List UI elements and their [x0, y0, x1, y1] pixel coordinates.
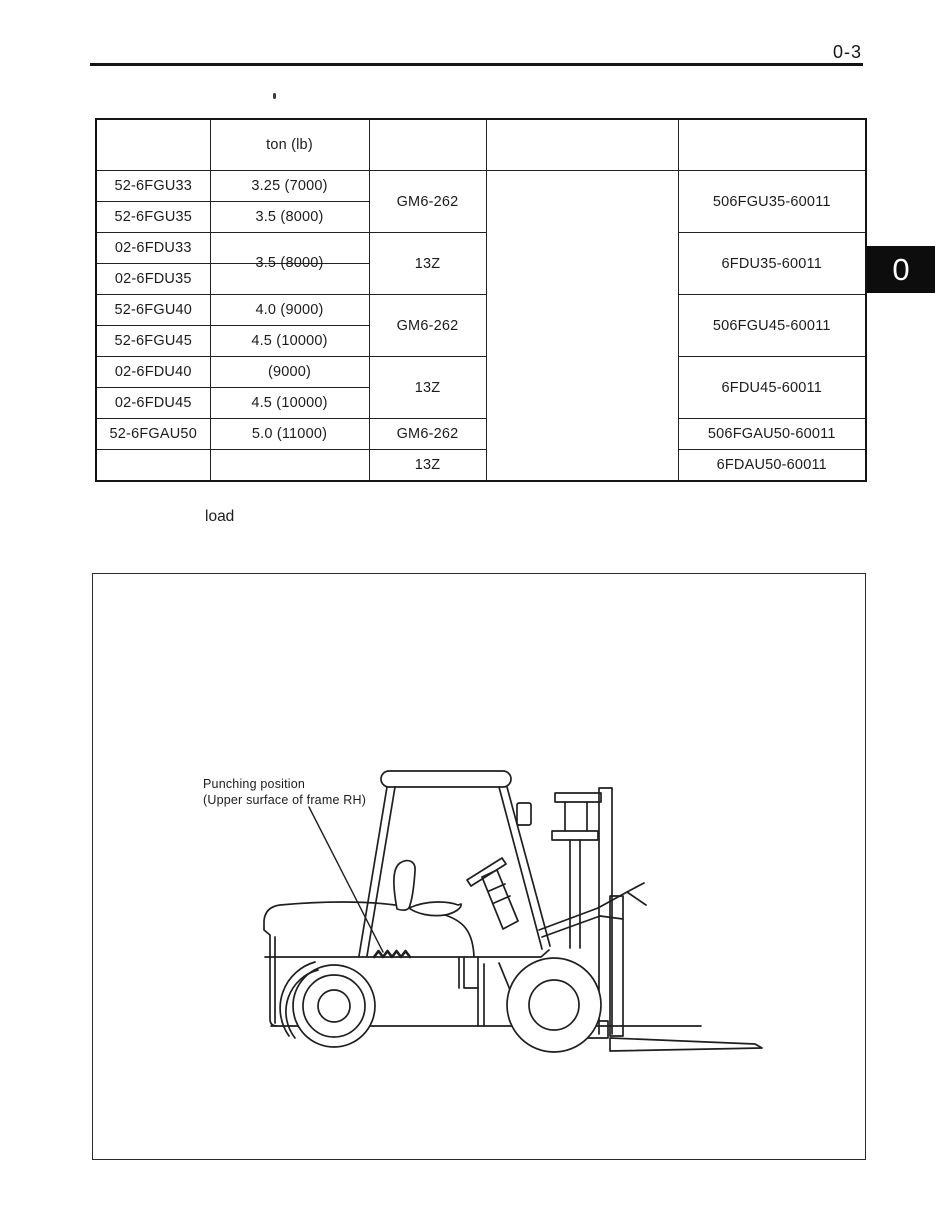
clipped-load-text: 3.5 (8000) — [255, 255, 324, 271]
frame-number-cell: 6FDU45-60011 — [678, 357, 866, 419]
punching-position-figure — [92, 573, 866, 1160]
load-cell: 3.25 (7000) — [210, 171, 369, 202]
annotation-line-2: (Upper surface of frame RH) — [203, 793, 367, 807]
table-row — [96, 295, 866, 326]
table-row — [96, 357, 866, 388]
section-tab — [867, 246, 935, 293]
engine-cell: 13Z — [369, 357, 486, 419]
steering-column — [482, 870, 518, 929]
model-cell: 02-6FDU45 — [96, 388, 210, 419]
model-cell: 52-6FGU45 — [96, 326, 210, 357]
model-cell — [96, 450, 210, 482]
seat-backrest — [394, 861, 415, 911]
header-engine-cell — [369, 119, 486, 171]
overhead-guard-rear-post — [359, 787, 395, 956]
page-number: 0-3 — [833, 42, 863, 62]
header-frame-cell — [678, 119, 866, 171]
frame-number-cell: 6FDAU50-60011 — [678, 450, 866, 482]
load-cell: 4.0 (9000) — [210, 295, 369, 326]
header-model-cell — [96, 119, 210, 171]
model-cell: 52-6FGU40 — [96, 295, 210, 326]
punching-position-annotation — [203, 776, 366, 808]
engine-cell: GM6-262 — [369, 171, 486, 233]
header-spacer-cell — [486, 119, 678, 171]
header-load-cell: ton (lb) — [210, 119, 369, 171]
rear-wheel-hub — [318, 990, 350, 1022]
model-cell: 02-6FDU35 — [96, 264, 210, 295]
punching-mark — [374, 951, 410, 957]
engine-cell: 13Z — [369, 450, 486, 482]
load-cell-clipped — [210, 255, 369, 295]
model-cell: 52-6FGAU50 — [96, 419, 210, 450]
annotation-line-1: Punching position — [203, 777, 306, 791]
overhead-guard-roof — [381, 771, 511, 787]
table-header-row — [96, 119, 866, 171]
model-cell: 02-6FDU40 — [96, 357, 210, 388]
model-cell: 52-6FGU35 — [96, 202, 210, 233]
steering-wheel — [467, 858, 506, 886]
lift-cylinder — [565, 802, 587, 948]
table-row — [96, 450, 866, 482]
linkage-bracket — [598, 883, 646, 919]
section-tab-label: 0 — [892, 251, 910, 287]
model-cell: 02-6FDU33 — [96, 233, 210, 264]
frame-number-cell: 506FGU45-60011 — [678, 295, 866, 357]
load-cell: 5.0 (11000) — [210, 419, 369, 450]
load-cell: 4.5 (10000) — [210, 326, 369, 357]
fork-blade — [610, 1038, 762, 1051]
spacer-cell — [486, 171, 678, 482]
load-cell: (9000) — [210, 357, 369, 388]
frame-number-cell: 6FDU35-60011 — [678, 233, 866, 295]
frame-number-cell: 506FGAU50-60011 — [678, 419, 866, 450]
cylinder-flange-top — [555, 793, 601, 802]
post-bracket — [517, 803, 531, 825]
load-caption: load — [205, 508, 235, 525]
engine-cell: GM6-262 — [369, 295, 486, 357]
table-row — [96, 419, 866, 450]
scan-speck — [273, 93, 276, 99]
engine-cell: GM6-262 — [369, 419, 486, 450]
engine-cell: 13Z — [369, 233, 486, 295]
frame-number-cell: 506FGU35-60011 — [678, 171, 866, 233]
load-cell: 4.5 (10000) — [210, 388, 369, 419]
table-row — [96, 171, 866, 202]
load-cell: 3.5 (8000) — [210, 202, 369, 233]
model-frame-number-table — [95, 118, 867, 482]
seat-cushion — [409, 902, 461, 916]
forklift-drawing — [93, 574, 865, 1159]
model-cell: 52-6FGU33 — [96, 171, 210, 202]
cylinder-flange-mid — [552, 831, 598, 840]
load-cell — [210, 450, 369, 482]
front-wheel-hub — [529, 980, 579, 1030]
overhead-guard-front-post — [499, 787, 550, 949]
header-rule — [90, 63, 863, 66]
